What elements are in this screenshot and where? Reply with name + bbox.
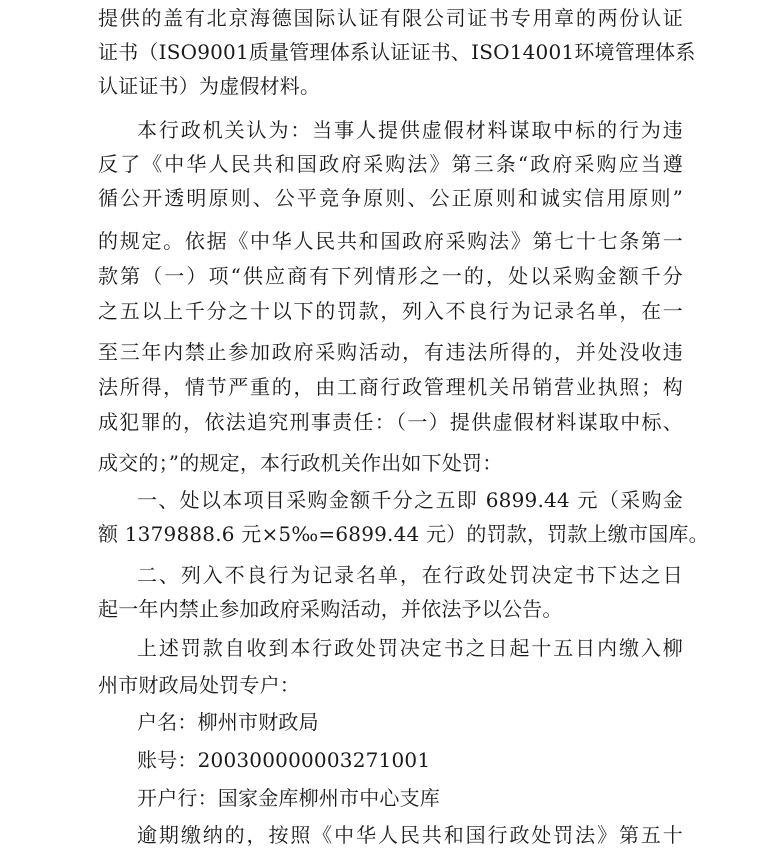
text-line: 认证证书）为虚假材料。 bbox=[98, 74, 321, 98]
text-line: 法所得，情节严重的，由工商行政管理机关吊销营业执照；构 bbox=[98, 375, 683, 399]
text-line: 成交的；”的规定，本行政机关作出如下处罚： bbox=[98, 451, 503, 475]
text-line: 提供的盖有北京海德国际认证有限公司证书专用章的两份认证 bbox=[98, 6, 683, 30]
text-line: 之五以上千分之十以下的罚款，列入不良行为记录名单，在一 bbox=[98, 299, 683, 323]
text-line: 反了《中华人民共和国政府采购法》第三条“政府采购应当遵 bbox=[98, 152, 683, 176]
text-line: 证书（ISO9001质量管理体系认证证书、ISO14001环境管理体系 bbox=[98, 40, 696, 64]
text-line: 的规定。依据《中华人民共和国政府采购法》第七十七条第一 bbox=[98, 229, 683, 253]
paragraph-start-line: 一、处以本项目采购金额千分之五即 6899.44 元（采购金 bbox=[137, 488, 683, 512]
account-name-line: 户名：柳州市财政局 bbox=[137, 710, 319, 734]
paragraph-start-line: 二、列入不良行为记录名单，在行政处罚决定书下达之日 bbox=[137, 563, 683, 587]
paragraph-start-line: 上述罚款自收到本行政处罚决定书之日起十五日内缴入柳 bbox=[137, 636, 683, 660]
text-line: 成犯罪的，依法追究刑事责任：（一）提供虚假材料谋取中标、 bbox=[98, 410, 683, 434]
paragraph-start-line: 逾期缴纳的，按照《中华人民共和国行政处罚法》第五十 bbox=[137, 823, 683, 847]
account-number-line: 账号：20030000000327100​1 bbox=[137, 748, 431, 772]
text-line: 起一年内禁止参加政府采购活动，并依法予以公告。 bbox=[98, 597, 563, 621]
text-line: 至三年内禁止参加政府采购活动，有违法所得的，并处没收违 bbox=[98, 340, 683, 364]
text-line: 州市财政局处罚专户： bbox=[98, 673, 300, 697]
bank-line: 开户行：国家金库柳州市中心支库 bbox=[137, 786, 440, 810]
text-line: 款第（一）项“供应商有下列情形之一的，处以采购金额千分 bbox=[98, 264, 683, 288]
paragraph-start-line: 本行政机关认为：当事人提供虚假材料谋取中标的行为违 bbox=[137, 118, 683, 142]
text-line: 循公开透明原则、公平竞争原则、公正原则和诚实信用原则” bbox=[98, 186, 683, 210]
text-line: 额 1379888.6 元×5‰=6899.44 元）的罚款，罚款上缴市国库。 bbox=[98, 522, 709, 546]
